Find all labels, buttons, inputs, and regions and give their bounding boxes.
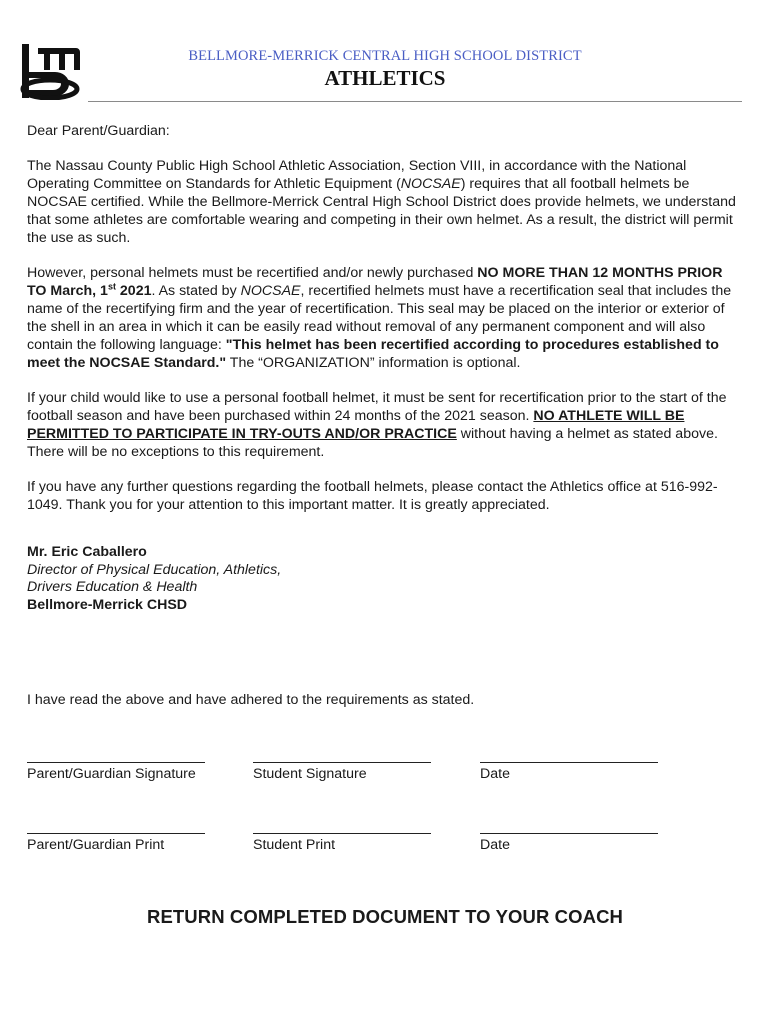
signer-name: Mr. Eric Caballero <box>27 544 147 560</box>
signature-block <box>27 544 743 614</box>
district-name: BELLMORE-MERRICK CENTRAL HIGH SCHOOL DISTRICT <box>188 48 582 64</box>
signer-org: Bellmore-Merrick CHSD <box>27 596 188 613</box>
parent-signature-field[interactable] <box>27 762 205 782</box>
paragraph-3: If your child would like to use a personal football helmet, it must be sent for recertification prior to the start of the football season and have been purchased within 24 months of the 2021 season. NO ATHLETE WILL BE PERMITTED TO PARTICIPATE IN TRY-OUTS AND/OR PRACTICE without having a helmet as stated above. There will be no exceptions to this requirement. <box>27 390 727 460</box>
parent-signature-label: Parent/Guardian Signature <box>27 766 196 782</box>
student-signature-label: Student Signature <box>253 766 367 782</box>
signer-title-2: Drivers Education & Health <box>27 579 198 595</box>
student-print-field[interactable] <box>253 833 431 853</box>
department-title: ATHLETICS <box>324 66 446 90</box>
date-field-2[interactable] <box>480 833 658 853</box>
parent-print-field[interactable] <box>27 833 205 853</box>
salutation: Dear Parent/Guardian: <box>27 123 170 139</box>
student-signature-field[interactable] <box>253 762 431 782</box>
paragraph-2: However, personal helmets must be recertified and/or newly purchased NO MORE THAN 12 MONTHS PRIOR TO March, 1st 2021. As stated by NOCSAE, recertified helmets must have a recertification seal that includes the name of the recertifying firm and the year of recertification. This seal may be placed on the interior or exterior of the shell in an area in which it can be easily read without removal of any permanent component and will also contain the following language: "This helmet has been recertified according to procedures established to meet the NOCSAE Standard." The “ORGANIZATION” information is optional. <box>27 265 732 371</box>
signer-title-1: Director of Physical Education, Athletics, <box>27 561 282 578</box>
paragraph-4: If you have any further questions regarding the football helmets, please contact the Athletics office at 516-992-1049. Thank you for your attention to this important matter. It is greatly appreciated. <box>27 479 718 513</box>
date-label-2: Date <box>480 837 510 853</box>
date-label-1: Date <box>480 766 510 782</box>
date-field-1[interactable] <box>480 762 658 782</box>
parent-print-label: Parent/Guardian Print <box>27 837 165 853</box>
student-print-label: Student Print <box>253 837 336 853</box>
letter-body <box>27 122 743 614</box>
paragraph-1: The Nassau County Public High School Athletic Association, Section VIII, in accordance with the National Operating Committee on Standards for Athletic Equipment (NOCSAE) requires that all football helmets be NOCSAE certified. While the Bellmore-Merrick Central High School District does provide helmets, we understand that some athletes are comfortable wearing and competing in their own helmet. As a result, the district will permit the use as such. <box>27 158 736 246</box>
acknowledgement-text: I have read the above and have adhered to the requirements as stated. <box>27 692 475 708</box>
return-instruction: RETURN COMPLETED DOCUMENT TO YOUR COACH <box>146 906 623 927</box>
header-divider <box>88 101 742 102</box>
